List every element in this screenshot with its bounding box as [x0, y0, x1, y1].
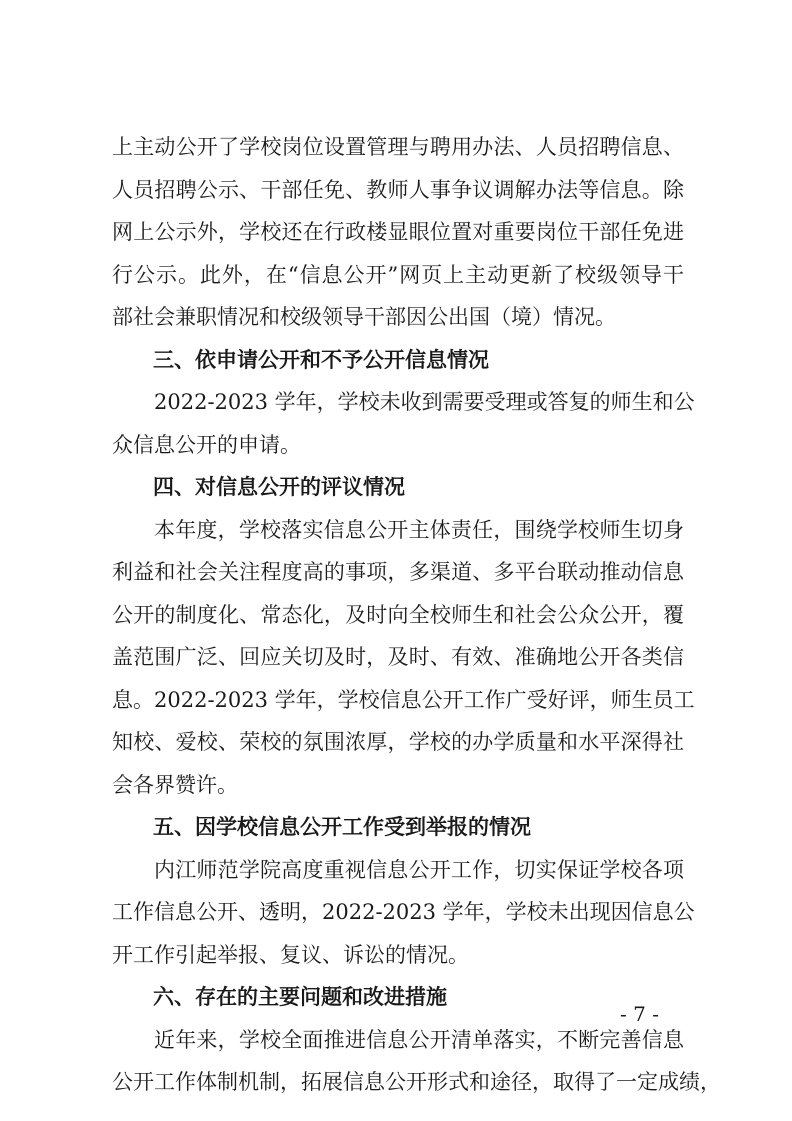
paragraph-line: 开工作引起举报、复议、诉讼的情况。 — [112, 943, 469, 967]
paragraph-line: 行公示。此外，在“信息公开”网页上主动更新了校级领导干 — [112, 263, 684, 287]
paragraph-line: 2022-2023 学年，学校未收到需要受理或答复的师生和公 — [154, 390, 695, 414]
paragraph-line: 利益和社会关注程度高的事项，多渠道、多平台联动推动信息 — [112, 560, 684, 584]
paragraph-line: 近年来，学校全面推进信息公开清单落实，不断完善信息 — [154, 1028, 684, 1052]
section-heading-4: 四、对信息公开的评议情况 — [153, 475, 405, 499]
paragraph-line: 知校、爱校、荣校的氛围浓厚，学校的办学质量和水平深得社 — [112, 730, 684, 754]
paragraph-line: 部社会兼职情况和校级领导干部因公出国（境）情况。 — [112, 305, 616, 329]
section-heading-3: 三、依申请公开和不予公开信息情况 — [153, 348, 489, 372]
paragraph-line: 众信息公开的申请。 — [112, 433, 301, 457]
paragraph-line: 公开工作体制机制，拓展信息公开形式和途径，取得了一定成绩， — [112, 1070, 721, 1094]
paragraph-line: 公开的制度化、常态化，及时向全校师生和社会公众公开，覆 — [112, 603, 684, 627]
paragraph-line: 人员招聘公示、干部任免、教师人事争议调解办法等信息。除 — [112, 178, 684, 202]
paragraph-line: 网上公示外，学校还在行政楼显眼位置对重要岗位干部任免进 — [112, 220, 684, 244]
paragraph-line: 会各界赞许。 — [112, 773, 238, 797]
section-heading-6: 六、存在的主要问题和改进措施 — [153, 985, 447, 1009]
paragraph-line: 内江师范学院高度重视信息公开工作，切实保证学校各项 — [154, 858, 684, 882]
paragraph-line: 盖范围广泛、回应关切及时，及时、有效、准确地公开各类信 — [112, 645, 684, 669]
paragraph-line: 息。2022-2023 学年，学校信息公开工作广受好评，师生员工 — [112, 688, 695, 712]
paragraph-line: 本年度，学校落实信息公开主体责任，围绕学校师生切身 — [154, 518, 684, 542]
paragraph-line: 上主动公开了学校岗位设置管理与聘用办法、人员招聘信息、 — [112, 135, 684, 159]
paragraph-line: 工作信息公开、透明，2022-2023 学年，学校未出现因信息公 — [112, 900, 695, 924]
page-number: - 7 - — [620, 1002, 659, 1026]
section-heading-5: 五、因学校信息公开工作受到举报的情况 — [153, 815, 531, 839]
